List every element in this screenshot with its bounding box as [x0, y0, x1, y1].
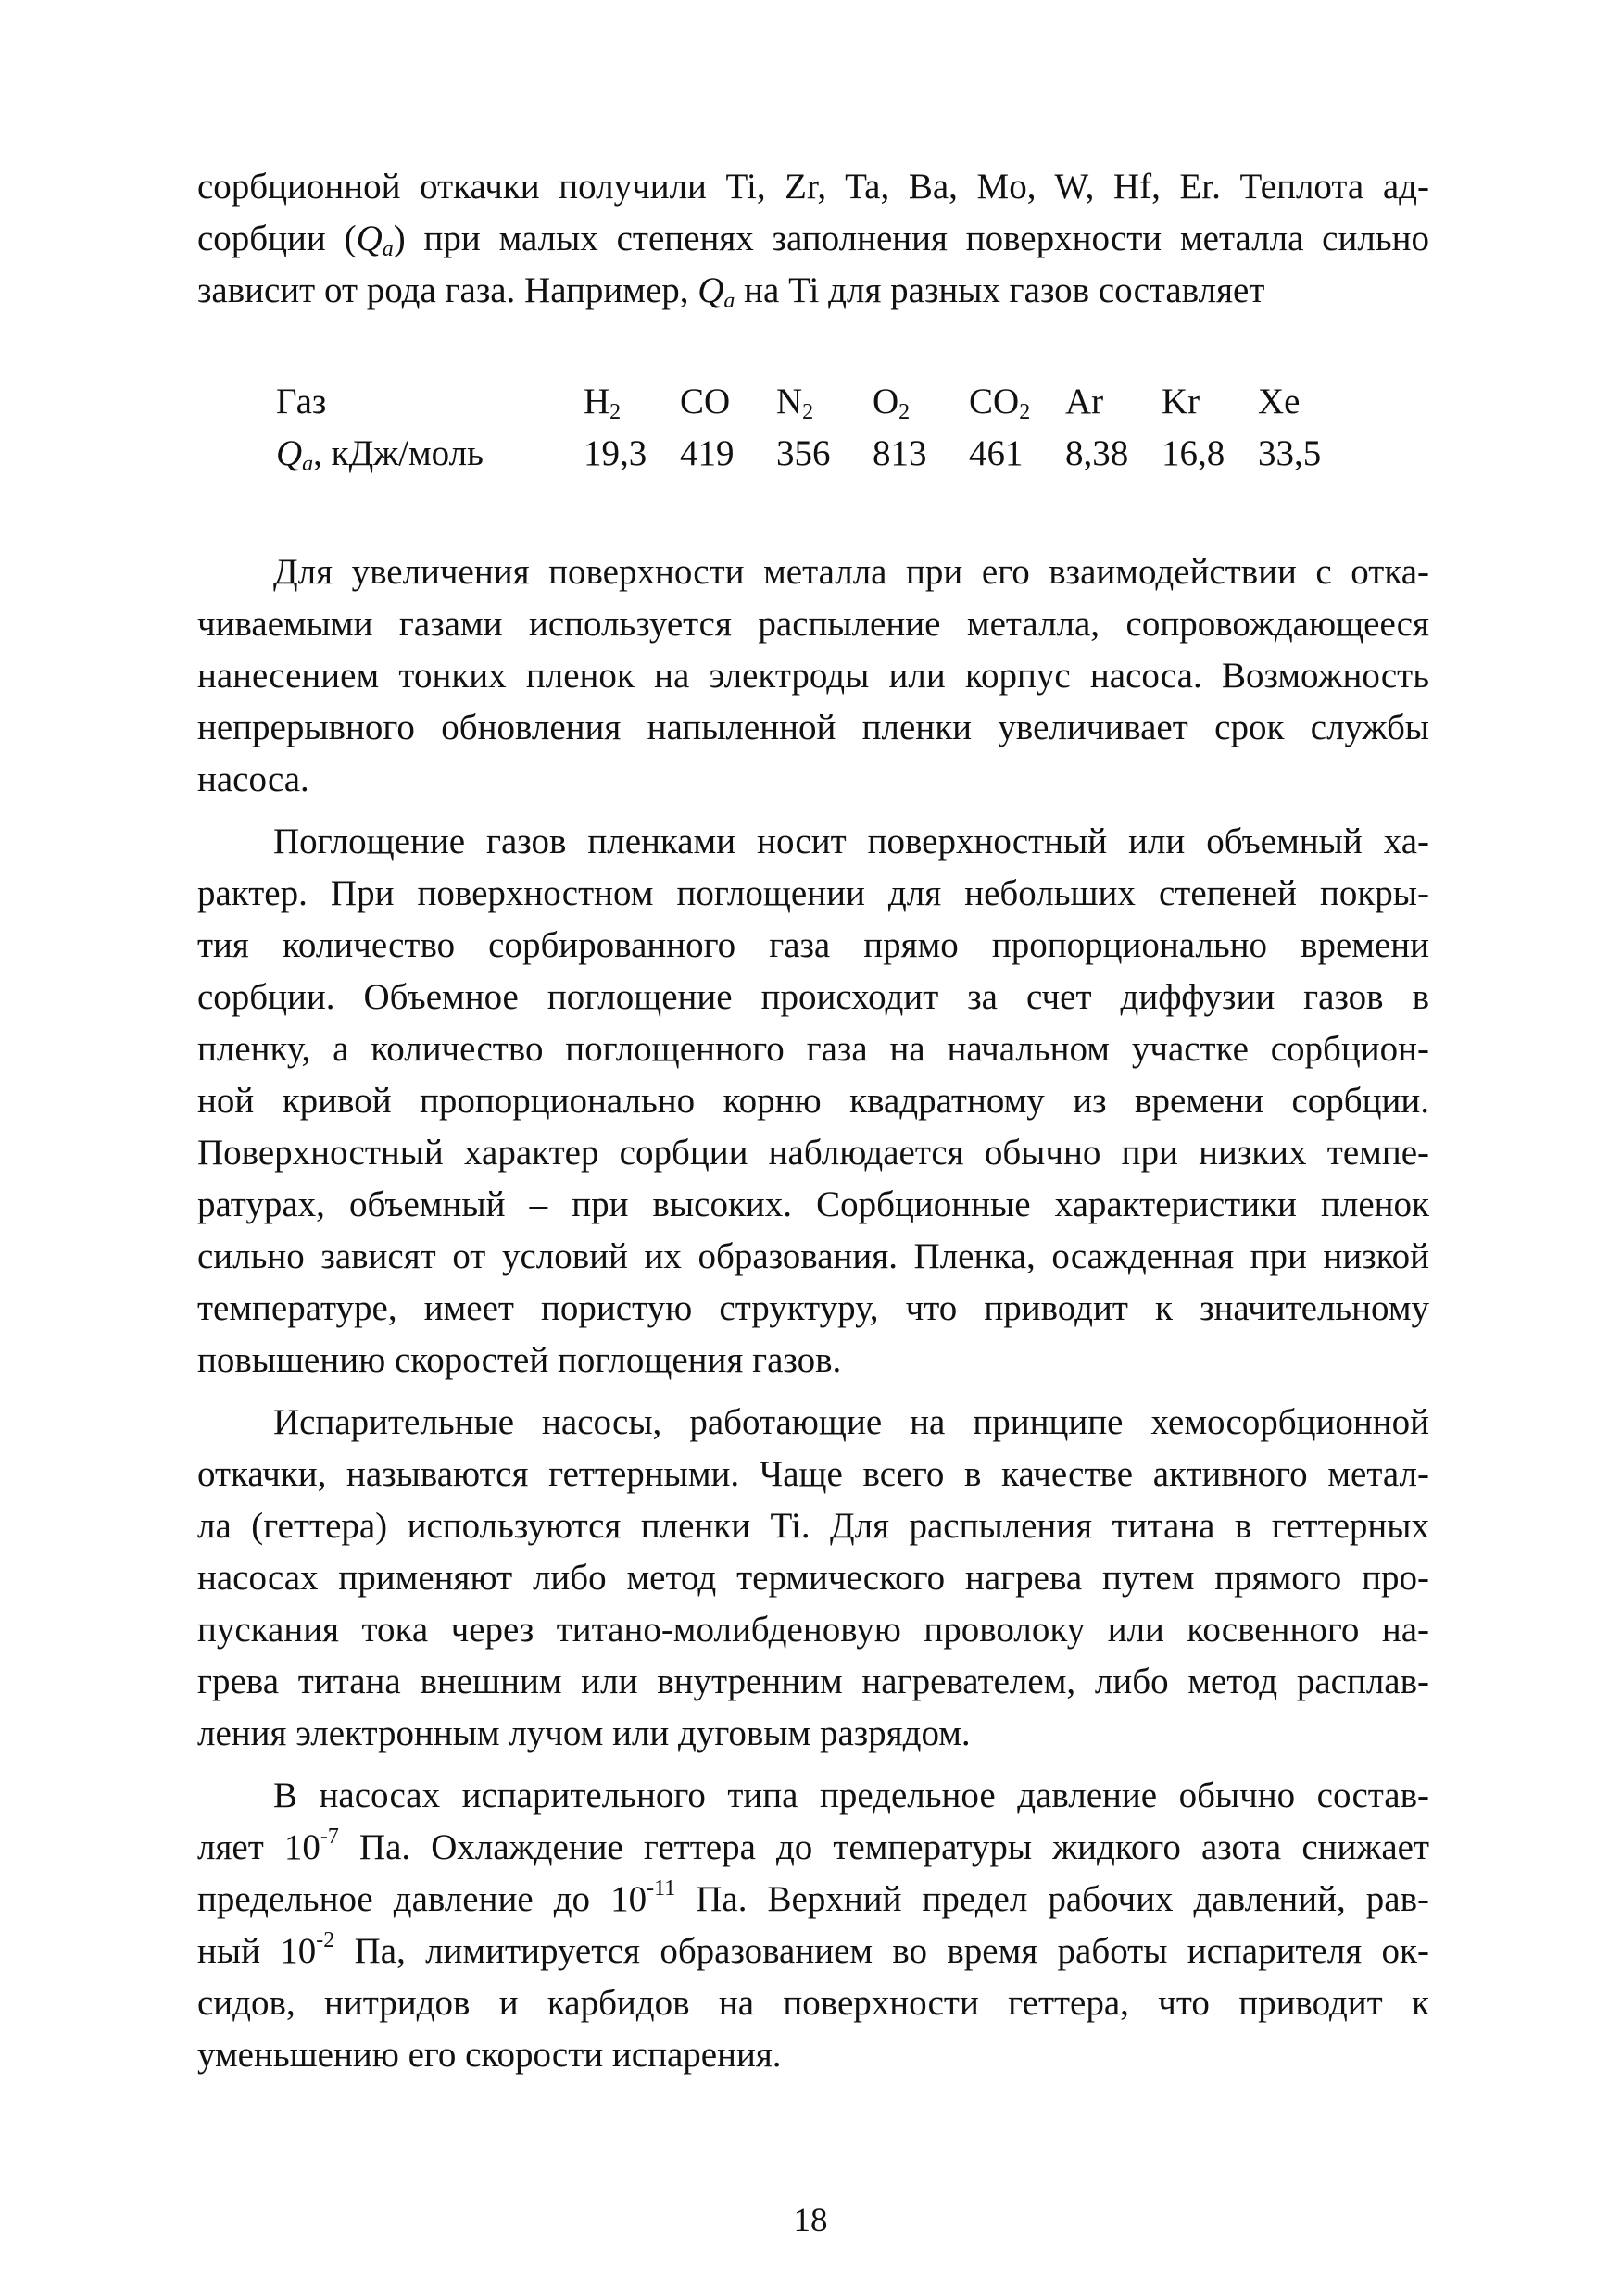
- exponent: -2: [316, 1928, 335, 1952]
- value-cell: 461: [969, 433, 1024, 473]
- gas-adsorption-table: [276, 376, 1321, 480]
- text-line: ратурах, объемный – при высоких. Сорбционные характеристики пленок: [197, 1185, 1429, 1224]
- text-line: грева титана внешним или внутренним нагревателем, либо метод расплав-: [197, 1662, 1429, 1701]
- gas-name-cell: Kr: [1162, 382, 1200, 421]
- text-line: откачки, называются геттерными. Чаще всего в качестве активного метал-: [197, 1454, 1429, 1494]
- gas-name-cell: $H_2$: [584, 382, 622, 424]
- paragraph-pressure: [197, 1770, 1429, 2081]
- value-row-label: $Q_a$, кДж/моль: [276, 433, 484, 476]
- gas-name-cell: Ar: [1065, 382, 1104, 421]
- text-line: ла (геттера) используются пленки Ti. Для распыления титана в геттерных: [197, 1506, 1429, 1546]
- text-line: насосах применяют либо метод термического нагрева путем прямого про-: [197, 1558, 1429, 1598]
- paragraph: [197, 816, 1429, 1386]
- text-line: уменьшению его скорости испарения.: [197, 2035, 782, 2075]
- intro-text: ) при малых степенях заполнения поверхности металла сильно: [393, 219, 1429, 258]
- text-line: В насосах испарительного типа предельное давление обычно состав-: [273, 1775, 1429, 1815]
- gas-header-label: Газ: [276, 382, 327, 421]
- text-line: ления электронным лучом или дуговым разрядом.: [197, 1713, 971, 1753]
- intro-line: сорбционной откачки получили Ti, Zr, Ta, Ba, Mo, W, Hf, Er. Теплота ад-: [197, 167, 1429, 207]
- text-line: Испарительные насосы, работающие на принципе хемосорбционной: [273, 1402, 1429, 1442]
- text-line: рактер. При поверхностном поглощении для небольших степеней покры-: [197, 873, 1429, 913]
- text-line: предельное давление до $10^{-11}$ Па. Верхний предел рабочих давлений, рав-: [197, 1876, 1429, 1919]
- text-line: температуре, имеет пористую структуру, что приводит к значительному: [197, 1288, 1429, 1328]
- gas-name-cell: $N_2$: [776, 382, 814, 424]
- text-line: ной кривой пропорционально корню квадратному из времени сорбции.: [197, 1081, 1429, 1121]
- text-line: Поверхностный характер сорбции наблюдается обычно при низких темпе-: [197, 1133, 1429, 1173]
- gas-name-cell: CO: [680, 382, 731, 421]
- text-line: сидов, нитридов и карбидов на поверхности геттера, что приводит к: [197, 1983, 1429, 2023]
- text-line: нанесением тонких пленок на электроды или корпус насоса. Возможность: [197, 656, 1429, 696]
- text-line: насоса.: [197, 759, 309, 799]
- text-line: тия количество сорбированного газа прямо пропорционально времени: [197, 925, 1429, 965]
- gas-name-cell: $O_2$: [873, 382, 911, 424]
- paragraph: [197, 546, 1429, 806]
- text-line: Поглощение газов пленками носит поверхностный или объемный ха-: [273, 822, 1429, 861]
- text-line: непрерывного обновления напыленной пленки увеличивает срок службы: [197, 708, 1429, 747]
- gas-row: [276, 376, 1321, 428]
- q-subscript: a: [382, 237, 394, 261]
- value-cell: 8,38: [1065, 433, 1129, 473]
- intro-line: [197, 265, 1429, 317]
- value-cell: 16,8: [1162, 433, 1225, 473]
- intro-paragraph: [197, 161, 1429, 317]
- q-symbol: Q: [697, 270, 724, 310]
- intro-text: сорбции (: [197, 219, 357, 258]
- value-row: [276, 428, 1321, 480]
- q-subscript: a: [723, 289, 735, 313]
- text-line: ный $10^{-2}$ Па, лимитируется образованием во время работы испарителя ок-: [197, 1928, 1429, 1971]
- q-symbol: Q: [356, 219, 383, 258]
- value-cell: 33,5: [1258, 433, 1322, 473]
- page-content: [197, 161, 1429, 2081]
- text-line: повышению скоростей поглощения газов.: [197, 1340, 842, 1380]
- text-line: Для увеличения поверхности металла при его взаимодействии с отка-: [273, 552, 1429, 592]
- gas-name-cell: $CO_2$: [969, 382, 1031, 424]
- text-line: ляет $10^{-7}$ Па. Охлаждение геттера до температуры жидкого азота снижает: [197, 1825, 1429, 1867]
- text-line: сильно зависят от условий их образования. Пленка, осажденная при низкой: [197, 1236, 1429, 1276]
- intro-text: на Ti для разных газов составляет: [735, 270, 1265, 310]
- paragraph: [197, 1397, 1429, 1760]
- exponent: -11: [647, 1876, 676, 1901]
- text-line: чиваемыми газами используется распыление металла, сопровождающееся: [197, 604, 1429, 644]
- value-cell: 419: [680, 433, 735, 473]
- exponent: -7: [320, 1825, 339, 1849]
- value-cell: 19,3: [584, 433, 647, 473]
- gas-name-cell: Xe: [1258, 382, 1301, 421]
- intro-line: [197, 213, 1429, 265]
- page-number: 18: [793, 2202, 828, 2240]
- intro-text: зависит от рода газа. Например,: [197, 270, 698, 310]
- value-cell: 356: [776, 433, 831, 473]
- value-cell: 813: [873, 433, 927, 473]
- text-line: сорбции. Объемное поглощение происходит за счет диффузии газов в: [197, 977, 1429, 1017]
- text-line: пускания тока через титано-молибденовую проволоку или косвенного на-: [197, 1610, 1429, 1650]
- text-line: пленку, а количество поглощенного газа на начальном участке сорбцион-: [197, 1029, 1429, 1069]
